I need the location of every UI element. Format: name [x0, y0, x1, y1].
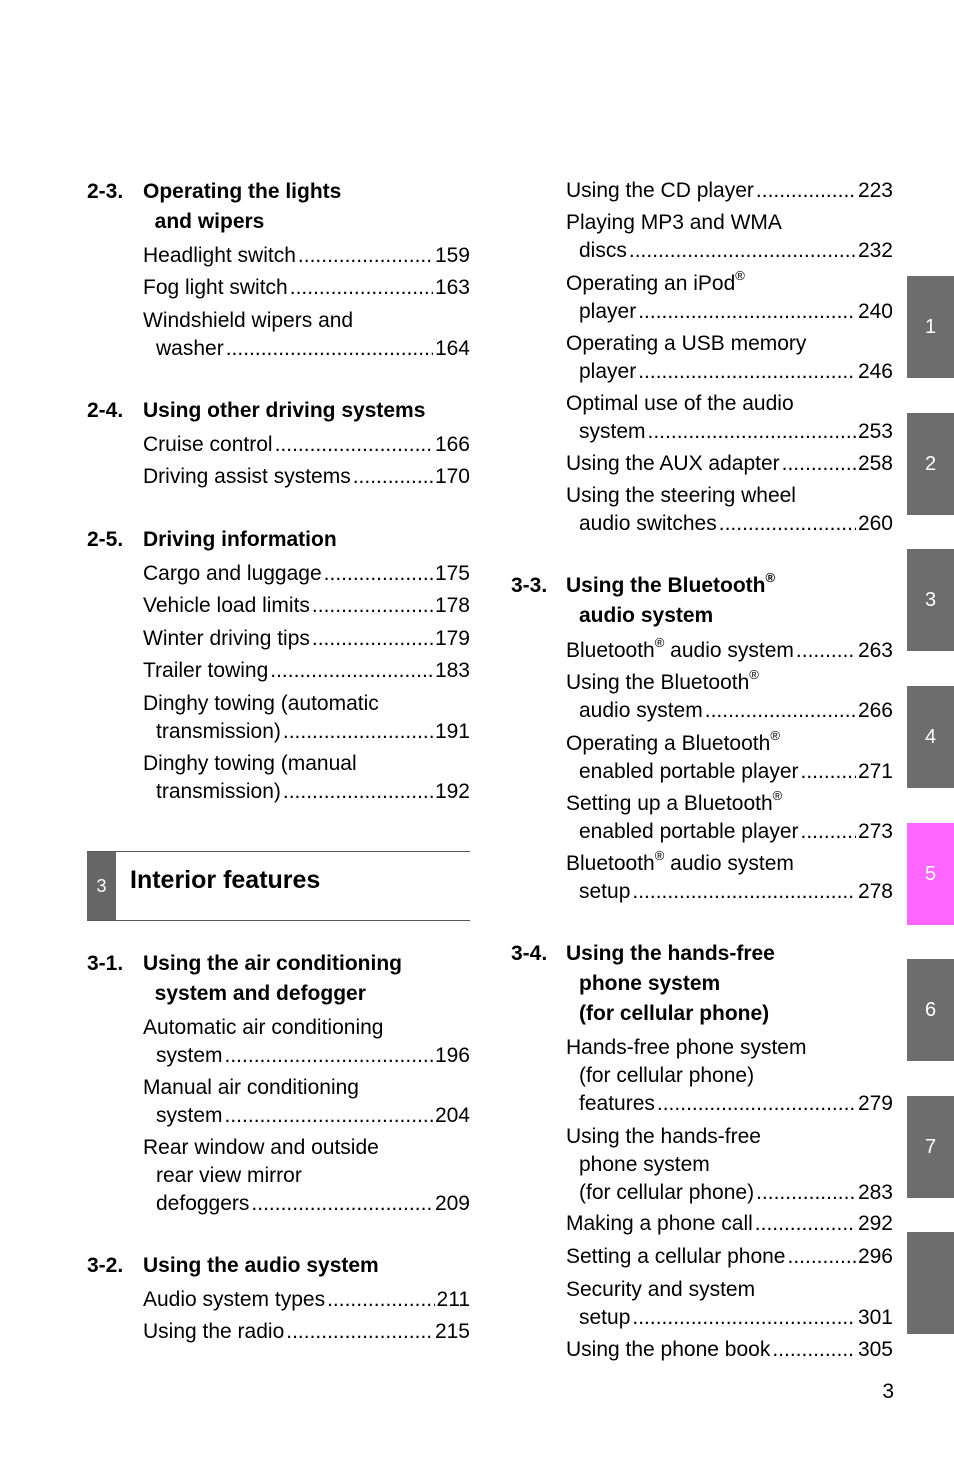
- entry-label-line: Rear window and outside: [143, 1136, 379, 1159]
- entry-label: audio system: [664, 639, 794, 662]
- page-ref: 159: [434, 244, 470, 267]
- entry-label-line: phone system: [579, 1153, 710, 1176]
- entry-label-line: audio system: [664, 852, 794, 875]
- page-ref: 163: [434, 276, 470, 299]
- toc-entry-ipod[interactable]: [566, 270, 893, 326]
- page-ref: 271: [857, 760, 893, 783]
- toc-entry-windshield-wipers[interactable]: [143, 307, 470, 363]
- toc-entry-bluetooth-audio-system[interactable]: [566, 637, 893, 665]
- entry-label-line: Hands-free phone system: [566, 1036, 807, 1059]
- entry-label: system: [156, 1044, 223, 1067]
- toc-entry-trailer-towing[interactable]: [143, 657, 470, 685]
- page-ref: 164: [434, 337, 470, 360]
- toc-entry-headlight-switch[interactable]: [143, 242, 470, 270]
- entry-label-line: Security and system: [566, 1278, 756, 1301]
- section-title: Using the Bluetooth: [566, 574, 766, 597]
- toc-entry-vehicle-load[interactable]: [143, 592, 470, 620]
- page-ref: 273: [857, 820, 893, 843]
- section-title: Using the air conditioning system and defogger: [143, 952, 402, 1005]
- section-3-2-heading: [87, 1251, 470, 1281]
- chapter-tab-3[interactable]: 3: [907, 549, 954, 651]
- page-ref: 263: [857, 639, 893, 662]
- toc-entry-bluetooth-setup[interactable]: [566, 850, 893, 906]
- toc-entry-manual-ac[interactable]: [143, 1074, 470, 1130]
- entry-label: enabled portable player: [579, 820, 799, 843]
- section-title: Operating the lights and wipers: [143, 180, 342, 233]
- chapter-tab-6[interactable]: 6: [907, 959, 954, 1061]
- chapter-tab-7[interactable]: 7: [907, 1096, 954, 1198]
- section-number: 3-2.: [87, 1254, 124, 1277]
- entry-label-line: Setting up a Bluetooth: [566, 792, 773, 815]
- entry-label: Using the radio: [143, 1320, 285, 1343]
- chapter-tab-4[interactable]: 4: [907, 686, 954, 788]
- entry-label-line: Manual air conditioning: [143, 1076, 359, 1099]
- page-ref: 240: [857, 300, 893, 323]
- toc-entry-fog-light-switch[interactable]: [143, 274, 470, 302]
- entry-label: Bluetooth: [566, 639, 655, 662]
- toc-entry-operating-bluetooth[interactable]: [566, 730, 893, 786]
- section-3-3-heading: [511, 571, 894, 631]
- entry-label: defoggers: [156, 1192, 250, 1215]
- registered-mark: ®: [765, 570, 776, 585]
- entry-label: washer: [156, 337, 224, 360]
- section-number: 3-4.: [511, 942, 548, 965]
- entry-label: discs: [579, 239, 627, 262]
- registered-mark: ®: [654, 635, 665, 650]
- toc-entry-mp3-wma[interactable]: [566, 209, 893, 265]
- page-ref: 223: [857, 179, 893, 202]
- chapter-tab-index[interactable]: [907, 1232, 954, 1334]
- page-ref: 215: [434, 1320, 470, 1343]
- toc-entry-automatic-ac[interactable]: [143, 1014, 470, 1070]
- page-ref: 191: [434, 720, 470, 743]
- toc-entry-phone-book[interactable]: [566, 1336, 893, 1364]
- toc-entry-radio[interactable]: [143, 1318, 470, 1346]
- entry-label: enabled portable player: [579, 760, 799, 783]
- page-ref: 170: [434, 465, 470, 488]
- section-3-4-heading: [511, 939, 894, 1029]
- entry-label: Winter driving tips: [143, 627, 310, 650]
- registered-mark: ®: [772, 788, 783, 803]
- section-title-line: phone system: [579, 972, 721, 995]
- entry-label: features: [579, 1092, 655, 1115]
- entry-label: player: [579, 360, 637, 383]
- page-ref: 253: [857, 420, 893, 443]
- page-ref: 175: [434, 562, 470, 585]
- page-ref: 211: [436, 1288, 470, 1311]
- toc-entry-using-handsfree[interactable]: [566, 1123, 893, 1207]
- page-ref: 260: [857, 512, 893, 535]
- page-ref: 258: [857, 452, 893, 475]
- entry-label: Cruise control: [143, 433, 273, 456]
- section-2-5-heading: [87, 525, 470, 555]
- section-title: Using other driving systems: [143, 399, 426, 422]
- entry-label: setup: [579, 1306, 631, 1329]
- entry-label-line: Automatic air conditioning: [143, 1016, 384, 1039]
- toc-entry-winter-driving[interactable]: [143, 625, 470, 653]
- section-3-1-heading: [87, 949, 470, 1009]
- toc-entry-setting-phone[interactable]: [566, 1243, 893, 1271]
- page-ref: 178: [434, 594, 470, 617]
- toc-entry-dinghy-manual[interactable]: [143, 750, 470, 806]
- entry-label-line: Operating an iPod: [566, 272, 736, 295]
- section-number: 2-3.: [87, 180, 124, 203]
- toc-entry-rear-window-defoggers[interactable]: [143, 1134, 470, 1218]
- chapter-number-box: 3: [87, 852, 116, 920]
- section-title: Driving information: [143, 528, 337, 551]
- page-ref: 305: [857, 1338, 893, 1361]
- toc-entry-using-bluetooth[interactable]: [566, 669, 893, 725]
- section-number: 3-1.: [87, 952, 124, 975]
- chapter-tab-5-active[interactable]: 5: [907, 823, 954, 925]
- toc-entry-driving-assist[interactable]: [143, 463, 470, 491]
- entry-label: system: [579, 420, 646, 443]
- entry-label: Using the AUX adapter: [566, 452, 780, 475]
- page-ref: 283: [857, 1181, 893, 1204]
- entry-label: Cargo and luggage: [143, 562, 322, 585]
- entry-label-line: Bluetooth: [566, 852, 655, 875]
- page-ref: 246: [857, 360, 893, 383]
- entry-label: Fog light switch: [143, 276, 288, 299]
- entry-label: Headlight switch: [143, 244, 296, 267]
- toc-entry-cruise-control[interactable]: [143, 431, 470, 459]
- page-ref: 266: [857, 699, 893, 722]
- page-ref: 196: [434, 1044, 470, 1067]
- section-title: Using the audio system: [143, 1254, 379, 1277]
- entry-label: audio system: [579, 699, 703, 722]
- entry-label-line: Optimal use of the audio: [566, 392, 794, 415]
- toc-entry-cd-player[interactable]: [566, 177, 893, 205]
- entry-label: Setting a cellular phone: [566, 1245, 786, 1268]
- section-2-3-heading: [87, 177, 470, 237]
- entry-label: Audio system types: [143, 1288, 326, 1311]
- entry-label: Driving assist systems: [143, 465, 351, 488]
- registered-mark: ®: [749, 667, 759, 682]
- toc-entry-security-setup[interactable]: [566, 1276, 893, 1332]
- registered-mark: ®: [654, 848, 665, 863]
- section-number: 2-4.: [87, 399, 124, 422]
- page-ref: 183: [434, 659, 470, 682]
- page-ref: 209: [434, 1192, 470, 1215]
- entry-label-line: Operating a Bluetooth: [566, 732, 771, 755]
- entry-label: Using the CD player: [566, 179, 754, 202]
- entry-label: setup: [579, 880, 631, 903]
- entry-label: transmission): [156, 720, 281, 743]
- section-2-4-heading: [87, 396, 470, 426]
- page-ref: 179: [434, 627, 470, 650]
- page-ref: 278: [857, 880, 893, 903]
- toc-entry-audio-system-types[interactable]: [143, 1286, 470, 1314]
- entry-label-line: Operating a USB memory: [566, 332, 807, 355]
- entry-label: (for cellular phone): [579, 1181, 755, 1204]
- entry-label-line: Using the Bluetooth: [566, 671, 750, 694]
- chapter-tab-2[interactable]: 2: [907, 413, 954, 515]
- section-title-line: (for cellular phone): [579, 1002, 770, 1025]
- toc-entry-phone-call[interactable]: [566, 1210, 893, 1238]
- page-ref: 279: [857, 1092, 893, 1115]
- page-number: 3: [882, 1380, 894, 1403]
- entry-label-line: Dinghy towing (automatic: [143, 692, 379, 715]
- entry-label-line: Dinghy towing (manual: [143, 752, 357, 775]
- chapter-banner: [87, 851, 470, 921]
- entry-label: transmission): [156, 780, 281, 803]
- toc-entry-cargo[interactable]: [143, 560, 470, 588]
- entry-label: Vehicle load limits: [143, 594, 310, 617]
- registered-mark: ®: [735, 268, 745, 283]
- entry-label: player: [579, 300, 637, 323]
- page-ref: 296: [857, 1245, 893, 1268]
- toc-entry-setting-up-bluetooth[interactable]: [566, 790, 893, 846]
- toc-entry-optimal-audio[interactable]: [566, 390, 893, 446]
- section-number: 2-5.: [87, 528, 124, 551]
- section-title: Using the hands-free: [566, 942, 775, 965]
- section-title-line: audio system: [579, 604, 714, 627]
- chapter-title: Interior features: [130, 866, 321, 894]
- entry-label-line: rear view mirror: [156, 1164, 302, 1187]
- toc-entry-dinghy-automatic[interactable]: [143, 690, 470, 746]
- entry-label-line: Using the steering wheel: [566, 484, 796, 507]
- page-ref: 292: [857, 1212, 893, 1235]
- toc-entry-steering-switches[interactable]: [566, 482, 893, 538]
- entry-label: Using the phone book: [566, 1338, 771, 1361]
- toc-entry-usb-memory[interactable]: [566, 330, 893, 386]
- page-ref: 166: [434, 433, 470, 456]
- entry-label: audio switches: [579, 512, 717, 535]
- entry-label: Making a phone call: [566, 1212, 753, 1235]
- toc-entry-aux-adapter[interactable]: [566, 450, 893, 478]
- entry-label-line: Windshield wipers and: [143, 309, 354, 332]
- chapter-tab-1[interactable]: 1: [907, 276, 954, 378]
- page-ref: 192: [434, 780, 470, 803]
- page-ref: 301: [857, 1306, 893, 1329]
- page-ref: 204: [434, 1104, 470, 1127]
- toc-entry-handsfree-features[interactable]: [566, 1034, 893, 1118]
- entry-label-line: (for cellular phone): [579, 1064, 755, 1087]
- page-ref: 232: [857, 239, 893, 262]
- registered-mark: ®: [770, 728, 780, 743]
- entry-label-line: Playing MP3 and WMA: [566, 211, 782, 234]
- section-number: 3-3.: [511, 574, 548, 597]
- entry-label-line: Using the hands-free: [566, 1125, 761, 1148]
- entry-label: Trailer towing: [143, 659, 269, 682]
- entry-label: system: [156, 1104, 223, 1127]
